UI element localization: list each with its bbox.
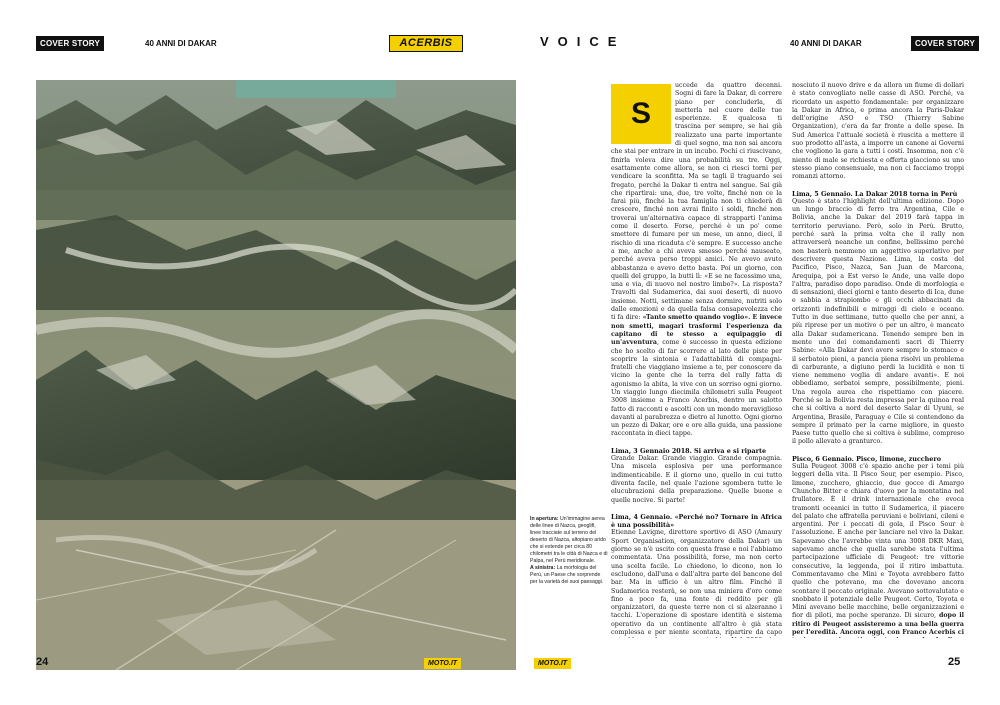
cover-story-tag-left: COVER STORY bbox=[36, 36, 104, 51]
moto-it-logo-right: MOTO.IT bbox=[534, 658, 571, 669]
paragraph-lima-3: Grande Dakar. Grande viaggio. Grande compagnia. Una miscela esplosiva per una performance indimenticabile. E il giorno uno, quello in cui tutto diventa facile, nel quale l'azione sgombera tutte le elucubrazioni della preparazione. Quelle buone e quelle nocive. Si parte! bbox=[611, 455, 782, 504]
caption-text-2: La morfologia del Perù, un Paese che sorprende per la varietà dei suoi paesaggi. bbox=[530, 565, 604, 585]
caption-lead-2: A sinistra: bbox=[530, 565, 556, 571]
caption-lead: In apertura: bbox=[530, 516, 559, 522]
heading-pisco: Pisco, 6 Gennaio. Pisco, limone, zucchero bbox=[792, 454, 941, 463]
paragraph-lima-5: Questo è stato l'highlight dell'ultima edizione. Dopo un lungo braccio di ferro tra Argentina, Cile e Bolivia, anche la Dakar del 2019 farà tappa in territorio peruviano. Però, solo in Perù. Brutto, perché sarà la prima volta che il rally non attraverserà neanche un confine, bellissimo perché non basterà nemmeno un aggettivo superlativo per descrivere questa Nazione. Lima, la costa del Pacifico, Pisco, Nazca, San Juan de Marcona, Arequipa, poi a Est verso le Ande, una valle dopo l'altra, paradiso dopo paradiso. Onde di morfologia e di sensazioni, dieci giorni e tanto deserto di Ica, dune e sabbia a strapiombo e gli occhi abbacinati da orizzonti indefinibili e miraggi di cielo e oceano. Tutto in due settimane, tutto quello che per anni, a più riprese per un motivo o per un altro, è mancato alla Dakar sudamericana. Tenendo sempre ben in mente uno dei comandamenti sacri di Thierry Sabine: «Alla Dakar devi avere sempre lo stomaco e il serbatoio pieni, a pancia piena risolvi un problema di carburante, a digiuno perdi la lucidità e non ti viene nemmeno voglia di andare avanti». E noi obbediamo, serbatoi sempre, possibilmente, pieni. Una regola aurea che rispettiamo con piacere. Perché se la Bolivia resta impressa per la quinoa real che si coltiva a nord del deserto Salar di Uyuni, se Argentina, Brasile, Paraguay e Cile si contendono da sempre il primato per la carne migliore, in questo Paese tutto quello che si coltiva è sublime, compreso il pollo allevato a granturco. bbox=[792, 197, 964, 446]
intro-text-end: , come è successo in questa edizione che ho scelto di far scorrere al lato delle piste per scoprire la sintonia e l'adattabilità di compagni-fratelli che viaggiano insieme a te, per conoscere da vicino la gente che la terra del rally fatta di agonismo la abita, la vive con un sorriso ogni giorno. Un viaggio lungo diecimila chilometri sulla Peugeot 3008 insieme a Franco Acerbis, dentro un salotto fatto di racconti e ascolti con un mondo meraviglioso davanti al parabrezza e dietro al lunotto. Ogni giorno un pezzo di Dakar, ore e ore alla guida, una passione raccontata in dieci tappe. bbox=[611, 339, 782, 438]
cover-story-tag-right: COVER STORY bbox=[911, 36, 979, 51]
pisco-bold-text: dopo il ritiro di Peugeot assisteremo a una bella guerra per l'eredità. Ancora oggi, con Franco Acerbis ci bbox=[792, 612, 964, 636]
acerbis-logo: ACERBIS bbox=[389, 35, 463, 52]
intro-text: uccede da quattro decenni. Sogni di fare la Dakar, di correre piano per concluderla, di metterla nel cuore delle tue esperienze. E qualcosa ti trascina per sempre, se hai già realizzato una parte importante di quel sogno, ma non sai ancora che stai per entrare in un incubo. Pochi ci riuscivano, finirla voleva dire una probabilità su tre. Oggi, esattamente come allora, se non ci riesci torni per vendicare la sconfitta. Ma se tagli il traguardo sei fregato, perché la Dakar ti entra nel sangue. Sai già che ripartirai: una, due, tre volte, finché non ce la farai più, finché la tua famiglia non ti chiederà di crescere, finché non avrai finito i soldi, finché non troverai un'alternativa capace di strapparti l'anima come il deserto. Forse, perché è un po' come smettere di fumare per un mese, un anno, dieci, il rischio di una ricaduta c'è sempre. E successo anche a me, anche a chi aveva smesso perché nauseato, perché aveva perso troppi amici. Ne avevo avuto abbastanza e avevo detto basta. Poi un giorno, con quelli del gruppo, la butti lì: «E se ne facessimo una, una e via, di nuovo nel nostro limbo?». La risposta? Travolti dal Sudamerica, dai suoi deserti, di nuovo insieme. Notti, settimane senza dormire, nutriti solo dalle emozioni e da quella falsa consapevolezza che ti fa dire: bbox=[611, 82, 782, 322]
heading-lima-3: Lima, 3 Gennaio 2018. Si arriva e si riparte bbox=[611, 446, 767, 455]
drop-cap-spacer bbox=[611, 82, 675, 144]
photo-caption bbox=[530, 516, 608, 586]
page-number-right: 25 bbox=[948, 656, 961, 668]
article-column-2 bbox=[792, 82, 964, 638]
header-title-right: 40 ANNI DI DAKAR bbox=[790, 39, 862, 48]
header-title-left: 40 ANNI DI DAKAR bbox=[145, 39, 217, 48]
intro-bold-text: «Tanto smetto quando voglio». E invece non smetti, magari trasformi l'esperienza da capitano di te stesso a equipaggio di un'avventura bbox=[611, 314, 782, 347]
paragraph-continuation: nosciuto il nuovo drive e da allora un fiume di dollari è stato convogliato nelle casse di ASO. Perché, va ricordato un aspetto fondamentale: per organizzare la Dakar in Africa, e prima ancora la Paris-Dakar dell'origine ASO e TSO (Thierry Sabine Organization), c'era da far fronte a delle spese. In Sud America l'attuale società è riuscita a mettere il suo prodotto all'asta, a imporre un canone ai Governi che vogliono la gara a tutti i costi. Insomma, non c'è niente di male se richiesta e offerta giacciono su uno stesso piano consensuale, ma non ci facciamo troppi romanzi attorno. bbox=[792, 82, 964, 181]
article-column-1 bbox=[611, 82, 782, 638]
heading-lima-5: Lima, 5 Gennaio. La Dakar 2018 torna in Perù bbox=[792, 189, 958, 198]
caption-text-1: Un'immagine aerea delle linee di Nazca, geoglifi, linee tracciate sul terreno del deserto di Nazca, altopiano arido che si estende per circa 80 chilometri tra le città di Nazca e di Palpa, nel Perù meridionale. bbox=[530, 516, 608, 564]
drop-cap-letter: S bbox=[630, 97, 651, 130]
paragraph-pisco bbox=[792, 463, 964, 638]
page-number-left: 24 bbox=[36, 656, 49, 668]
pisco-text: Sulla Peugeot 3008 c'è spazio anche per i temi più leggeri della vita. Il Pisco Sour, per esempio. Pisco, limone, zucchero, ghiaccio, due gocce di Amargo Chuncho Bitter e chiara d'uovo per la montatina nel frullatore. È il drink internazionale che evoca tramonti oceanici in tutto il Sudamerica, il piacere del palato che affratella peruviani e boliviani, cileni e argentini. Per i peccati di gola, il Pisco Sour è l'assoluzione. E anche per lanciare nel vivo la Dakar. Sapevamo che l'avrebbe vinta una 3008 DKR Maxi, sapevamo anche che quella sarebbe stata l'ultima partecipazione ufficiale di Peugeot: tre vittorie consecutive, la leggenda, poi il ritiro imbattuta. Commentavamo che Mini e Toyota avrebbero fatto quello che potevano, ma che dovevano ancora scontare il peccato originale. Avevano sottovalutato e snobbato il potenziale delle Peugeot. Certo, Toyota e Mini avevano belle macchine, belle organizzazioni e fior di piloti, ma poche speranze. Di sicuro, bbox=[792, 463, 964, 620]
paragraph-lima-4: Etienne Lavigne, direttore sportivo di ASO (Amaury Sport Organisation, organizzatore della Dakar) un giorno se n'è uscito con questa frase e noi l'abbiamo commentata. Una possibilità, forse, ma non certo una scelta facile. Lo chiedono, lo dicono, non lo escludono, dall'una e dall'altra parte del bancone del bar. Ma in ufficio è un altro film. Finché il Sudamerica resterà, se non una miniera d'oro come fino a poco fa, una fonte di reddito per gli organizzatori, da queste terre non ci si alzeranno i tacchi. L'operazione di spostare identità e sistema operativo da un continente all'altro è già stata complessa e per niente scontata, ripartire da capo bbox=[611, 529, 782, 636]
heading-lima-4: Lima, 4 Gennaio. «Perché no? Tornare in Africa è una possibilità» bbox=[611, 512, 782, 530]
moto-it-logo-left: MOTO.IT bbox=[424, 658, 461, 669]
voice-section-title: VOICE bbox=[540, 34, 626, 49]
nazca-aerial-photo bbox=[36, 80, 516, 670]
